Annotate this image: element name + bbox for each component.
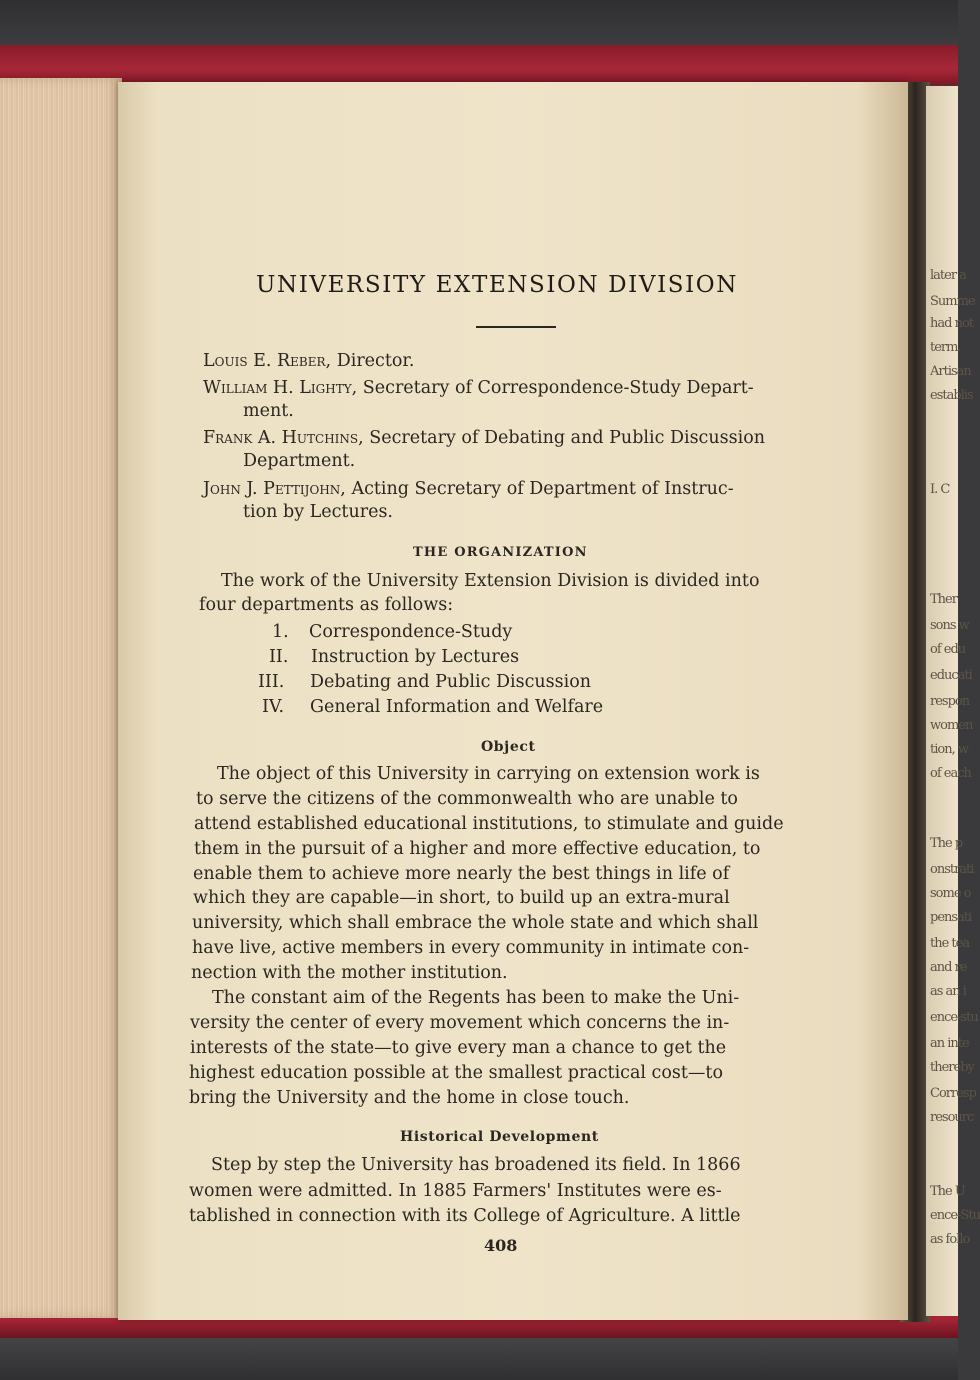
staff-role: Secretary of Correspondence-Study Depart-: [362, 378, 754, 398]
body-line: versity the center of every movement which concerns the in-: [190, 1013, 730, 1033]
facing-page-fragment: Ther: [930, 592, 957, 607]
staff-entry-lectures: [203, 479, 734, 499]
section-heading-object: Object: [481, 739, 536, 755]
department-label: Correspondence-Study: [309, 622, 513, 642]
body-line: them in the pursuit of a higher and more effective education, to: [194, 839, 761, 859]
staff-role: Secretary of Debating and Public Discussion: [369, 428, 765, 448]
staff-role: Director.: [336, 351, 415, 371]
staff-role-cont: ment.: [243, 401, 294, 421]
staff-entry-debating: [203, 428, 765, 448]
staff-entry-correspondence: [203, 378, 754, 398]
facing-page-fragment: respon: [930, 694, 970, 709]
body-line: have live, active members in every community in intimate con-: [192, 938, 750, 958]
facing-page-fragment: thereby: [930, 1060, 974, 1075]
body-line: The work of the University Extension Division is divided into: [221, 571, 760, 591]
facing-page-fragment: Artisan: [930, 364, 971, 379]
body-line: nection with the mother institution.: [191, 963, 508, 983]
section-heading-history: Historical Development: [400, 1129, 599, 1145]
department-number: III.: [258, 672, 285, 692]
body-line: attend established educational institutions, to stimulate and guide: [194, 814, 784, 834]
facing-page-fragment: ence-stu: [930, 1010, 978, 1025]
facing-page-fragment: women: [930, 718, 973, 733]
staff-name: Frank A. Hutchins,: [203, 428, 364, 448]
facing-page-fragment: onstrati: [930, 862, 974, 877]
facing-page-fragment: The U: [930, 1184, 965, 1199]
facing-page-fragment: and re: [930, 960, 967, 975]
facing-page-fragment: later a: [930, 268, 966, 283]
department-label: General Information and Welfare: [310, 697, 604, 717]
department-number: 1.: [272, 622, 289, 642]
facing-page-fragment: as follo: [930, 1232, 970, 1247]
department-label: Debating and Public Discussion: [310, 672, 592, 692]
body-line: bring the University and the home in close touch.: [189, 1088, 630, 1108]
facing-page-fragment: an inte: [930, 1036, 969, 1051]
staff-name: Louis E. Reber,: [203, 351, 332, 371]
facing-page-fragment: ence-Stu: [930, 1208, 980, 1223]
facing-page-fragment: pensati: [930, 910, 972, 925]
page-number: 408: [484, 1236, 518, 1255]
facing-page-fragment: Corresp: [930, 1086, 976, 1101]
facing-page-fragment: I. C: [930, 482, 950, 497]
body-line: interests of the state—to give every man a chance to get the: [190, 1038, 727, 1058]
department-number: II.: [269, 647, 289, 667]
body-line: Step by step the University has broadened its field. In 1866: [211, 1155, 741, 1175]
staff-role: Acting Secretary of Department of Instruc-: [351, 479, 734, 499]
body-line: which they are capable—in short, to build up an extra-mural: [193, 888, 730, 908]
body-line: The constant aim of the Regents has been to make the Uni-: [212, 988, 740, 1008]
body-line: women were admitted. In 1885 Farmers' Institutes were es-: [189, 1181, 722, 1201]
facing-page-fragment: term.: [930, 340, 961, 355]
page-title: UNIVERSITY EXTENSION DIVISION: [256, 272, 738, 298]
facing-page-fragment: as an i: [930, 984, 966, 999]
staff-role-cont: Department.: [243, 451, 356, 471]
facing-page-fragment: establis: [930, 388, 973, 403]
facing-page-fragment: some o: [930, 886, 971, 901]
facing-page-fragment: tion, w: [930, 742, 968, 757]
staff-entry-director: [203, 351, 414, 371]
facing-page-fragment: The p: [930, 836, 963, 851]
staff-name: William H. Lighty,: [203, 378, 358, 398]
section-heading-organization: THE ORGANIZATION: [413, 545, 588, 560]
facing-page-fragment: sons w: [930, 618, 969, 633]
body-line: highest education possible at the smallest practical cost—to: [189, 1063, 723, 1083]
facing-page-fragment: the tea: [930, 936, 970, 951]
body-line: university, which shall embrace the whole state and which shall: [192, 913, 759, 933]
body-line: four departments as follows:: [199, 595, 454, 615]
body-line: to serve the citizens of the commonwealth who are unable to: [196, 789, 738, 809]
book-cover-top: [0, 45, 958, 85]
department-label: Instruction by Lectures: [311, 647, 520, 667]
facing-page: [926, 86, 980, 1316]
body-line: The object of this University in carrying on extension work is: [217, 764, 760, 784]
title-rule: [476, 326, 556, 328]
facing-page-fragment: educati: [930, 668, 972, 683]
page-edges: [0, 78, 122, 1318]
facing-page-fragment: Summe: [930, 294, 975, 309]
facing-page-fragment: of each: [930, 766, 971, 781]
department-number: IV.: [262, 697, 285, 717]
staff-role-cont: tion by Lectures.: [243, 502, 393, 522]
body-line: enable them to achieve more nearly the best things in life of: [193, 864, 730, 884]
body-line: tablished in connection with its College of Agriculture. A little: [189, 1206, 741, 1226]
facing-page-fragment: of edu: [930, 642, 966, 657]
facing-page-fragment: had not: [930, 316, 974, 331]
facing-page-fragment: resourc: [930, 1110, 974, 1125]
staff-name: John J. Pettijohn,: [203, 479, 346, 499]
